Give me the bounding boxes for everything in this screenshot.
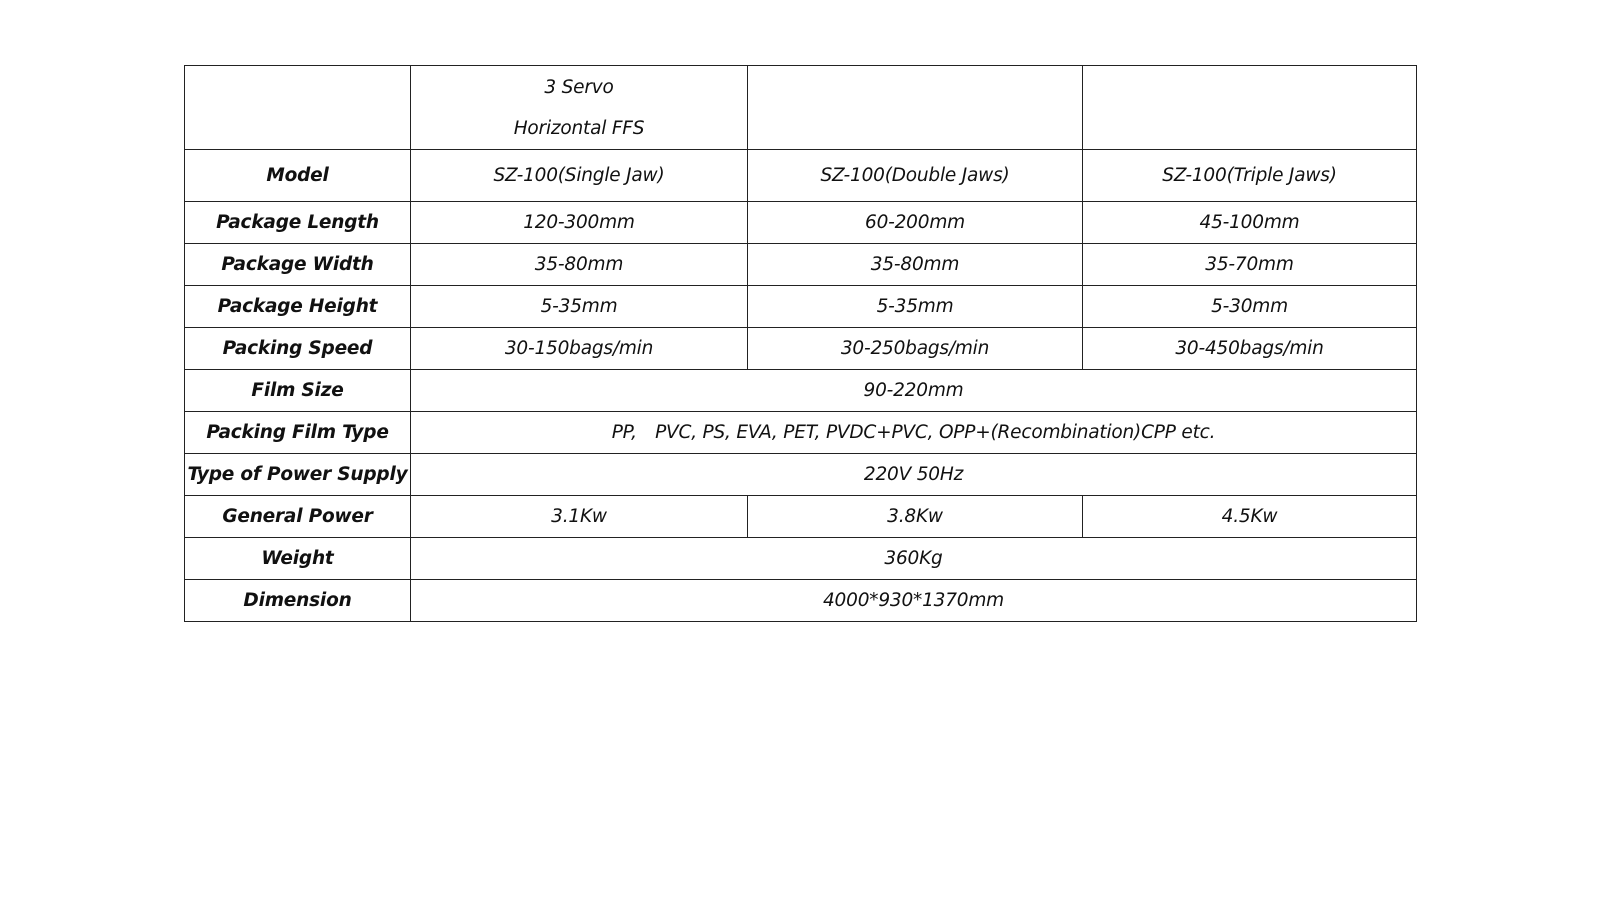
row-label-model: Model	[185, 150, 411, 202]
cell-package-width-triple: 35-70mm	[1083, 244, 1417, 286]
row-label-package-height: Package Height	[185, 286, 411, 328]
cell-power-supply: 220V 50Hz	[411, 454, 1417, 496]
row-label-packing-film-type: Packing Film Type	[185, 412, 411, 454]
row-label-package-width: Package Width	[185, 244, 411, 286]
table-row-weight	[185, 538, 1417, 580]
table-row-dimension	[185, 580, 1417, 622]
table-row-packing-speed	[185, 328, 1417, 370]
cell-package-length-triple: 45-100mm	[1083, 202, 1417, 244]
spec-table	[184, 65, 1417, 622]
cell-package-length-single: 120-300mm	[411, 202, 748, 244]
cell-packing-speed-double: 30-250bags/min	[748, 328, 1083, 370]
row-label-package-length: Package Length	[185, 202, 411, 244]
table-header-row	[185, 66, 1417, 150]
table-row-power-supply	[185, 454, 1417, 496]
cell-model-triple: SZ-100(Triple Jaws)	[1083, 150, 1417, 202]
cell-dimension: 4000*930*1370mm	[411, 580, 1417, 622]
cell-general-power-double: 3.8Kw	[748, 496, 1083, 538]
header-cell-empty-2	[748, 66, 1083, 150]
cell-package-width-single: 35-80mm	[411, 244, 748, 286]
cell-packing-speed-triple: 30-450bags/min	[1083, 328, 1417, 370]
row-label-film-size: Film Size	[185, 370, 411, 412]
cell-general-power-single: 3.1Kw	[411, 496, 748, 538]
table-row-package-height	[185, 286, 1417, 328]
row-label-packing-speed: Packing Speed	[185, 328, 411, 370]
row-label-weight: Weight	[185, 538, 411, 580]
cell-package-height-double: 5-35mm	[748, 286, 1083, 328]
table-row-model	[185, 150, 1417, 202]
header-cell-empty-3	[1083, 66, 1417, 150]
cell-package-height-single: 5-35mm	[411, 286, 748, 328]
cell-package-length-double: 60-200mm	[748, 202, 1083, 244]
cell-film-size: 90-220mm	[411, 370, 1417, 412]
cell-model-single: SZ-100(Single Jaw)	[411, 150, 748, 202]
cell-package-height-triple: 5-30mm	[1083, 286, 1417, 328]
header-line-servo: 3 Servo	[544, 76, 614, 98]
cell-packing-speed-single: 30-150bags/min	[411, 328, 748, 370]
cell-weight: 360Kg	[411, 538, 1417, 580]
table-row-packing-film-type	[185, 412, 1417, 454]
table-row-package-width	[185, 244, 1417, 286]
row-label-dimension: Dimension	[185, 580, 411, 622]
table-row-general-power	[185, 496, 1417, 538]
cell-general-power-triple: 4.5Kw	[1083, 496, 1417, 538]
table-row-film-size	[185, 370, 1417, 412]
header-corner-cell	[185, 66, 411, 150]
cell-packing-film-type: PP, PVC, PS, EVA, PET, PVDC+PVC, OPP+(Recombination)CPP etc.	[411, 412, 1417, 454]
header-line-ffs: Horizontal FFS	[513, 117, 645, 139]
cell-model-double: SZ-100(Double Jaws)	[748, 150, 1083, 202]
row-label-general-power: General Power	[185, 496, 411, 538]
header-cell-product-type	[411, 66, 748, 150]
row-label-power-supply: Type of Power Supply	[185, 454, 411, 496]
cell-package-width-double: 35-80mm	[748, 244, 1083, 286]
table-row-package-length	[185, 202, 1417, 244]
